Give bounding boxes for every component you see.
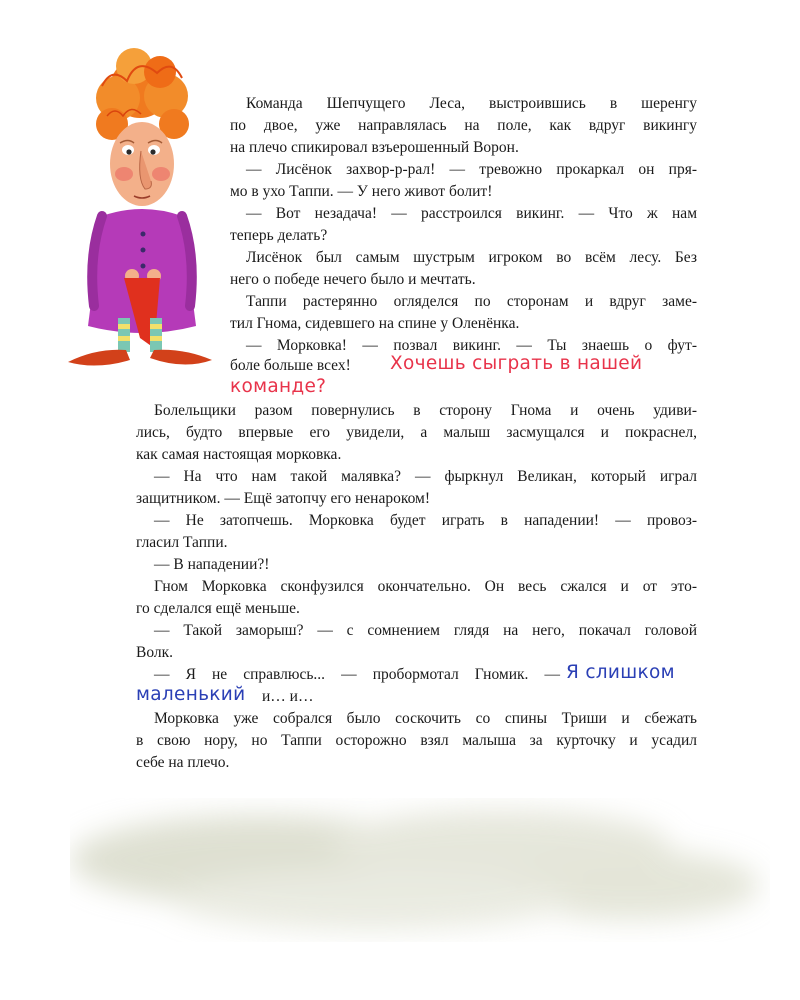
text-line: — Не затопчешь. Морковка будет играть в нападении! — провоз- [154,512,697,529]
text-line: — Такой заморыш? — с сомнением глядя на него, покачал головой [154,622,697,639]
text-line: Гном Морковка сконфузился окончательно. Он весь сжался и от это- [154,578,697,595]
text-line: в свою нору, но Таппи осторожно взял малыша за курточку и усадил [136,732,697,749]
text-line: по двое, уже направлялась на поле, как вдруг викингу [230,117,697,134]
text-line: как самая настоящая морковка. [136,446,342,463]
text-line: Команда Шепчущего Леса, выстроившись в шеренгу [246,95,697,112]
text-line: — В нападении?! [154,556,270,573]
text-line: Морковка уже собрался было соскочить со спины Триши и сбежать [154,710,697,727]
text-line: и… и… [262,688,314,705]
text-line: — На что нам такой малявка? — фыркнул Великан, который играл [154,468,697,485]
text-line: теперь делать? [230,227,328,244]
text-line: мо в ухо Таппи. — У него живот болит! [230,183,493,200]
text-line: Волк. [136,644,174,661]
text-line: — Морковка! — позвал викинг. — Ты знаешь о фут- [246,337,697,354]
text-line: — Лисёнок захвор-р-рал! — тревожно прокаркал он пря- [246,161,697,178]
text-line: — Вот незадача! — расстроился викинг. — Что ж нам [246,205,697,222]
text-line: на плечо спикировал взъерошенный Ворон. [230,139,519,156]
text-line: защитником. — Ещё затопчу его ненароком! [136,490,431,507]
text-line: тил Гнома, сидевшего на спине у Оленёнка. [230,315,520,332]
text-line: лись, будто впервые его увидели, а малыш засмущался и покраснел, [136,424,697,441]
text-line: Болельщики разом повернулись в сторону Гнома и очень удиви- [154,402,697,419]
text-fragment: боле больше всех! [230,357,351,374]
text-line: Лисёнок был самым шустрым игроком во всём лесу. Без [246,249,697,266]
text-line [230,355,351,377]
text-line: себе на плечо. [136,754,230,771]
watercolor-wash [70,790,770,960]
text-line: гласил Таппи. [136,534,228,551]
highlight-red-phrase: команде? [230,376,327,397]
text-line: — Я не справлюсь... — пробормотал Гномик. — [154,666,560,683]
highlight-blue-phrase: маленький [136,684,246,705]
highlight-blue-phrase: Я слишком [566,662,675,683]
highlight-red-phrase: Хочешь сыграть в нашей [390,353,643,374]
text-line: го сделался ещё меньше. [136,600,300,617]
text-line: Таппи растерянно огляделся по сторонам и вдруг заме- [246,293,697,310]
text-line: него о победе нечего было и мечтать. [230,271,476,288]
